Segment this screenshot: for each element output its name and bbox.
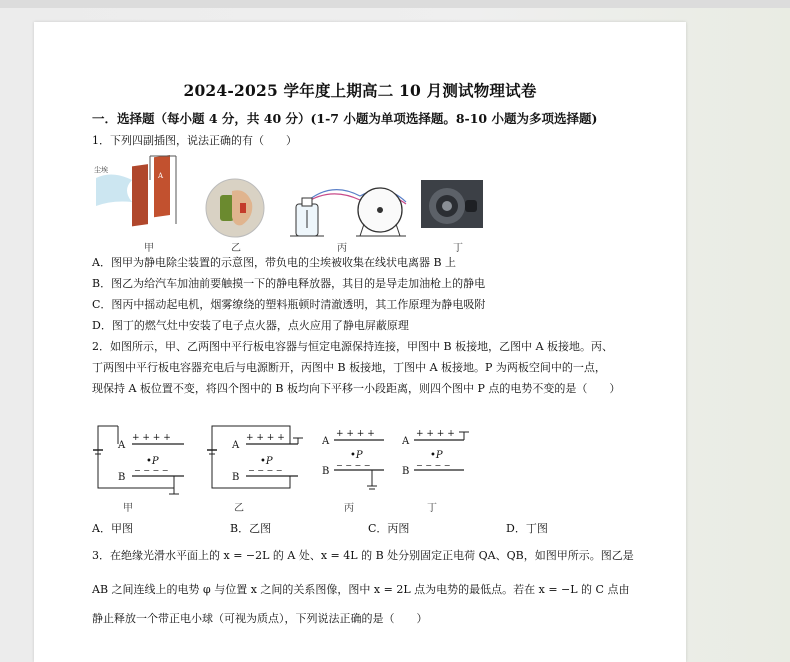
- q2-figure-label-ding: 丁: [427, 503, 437, 514]
- plate-a-charges: + + + +: [416, 429, 455, 439]
- q1-figure-label-jia: 甲: [144, 243, 154, 254]
- q1-option-c: C．图丙中摇动起电机，烟雾缭绕的塑料瓶顿时清澈透明，其工作原理为静电吸附: [92, 298, 486, 311]
- q2-figure-label-yi: 乙: [234, 503, 244, 514]
- capacitor-diagram-bing: [322, 422, 392, 496]
- plate-b-charges: − − − −: [248, 466, 283, 475]
- exam-title: 2024-2025 学年度上期高二 10 月测试物理试卷: [183, 81, 537, 100]
- plate-a-charges: + + + +: [246, 433, 285, 443]
- q1-figure-label-yi: 乙: [231, 243, 241, 254]
- document-page: [34, 22, 686, 662]
- plate-b-label: B: [402, 466, 410, 477]
- section-heading: 一．选择题（每小题 4 分，共 40 分）(1-7 小题为单项选择题。8-10 小题为多项选择题): [92, 111, 598, 126]
- point-p-label: •P: [350, 450, 363, 461]
- plate-b-charges: − − − −: [134, 466, 169, 475]
- static-discharger-photo: [204, 177, 266, 239]
- q1-figure-label-bing: 丙: [337, 243, 347, 254]
- q2-figure-label-bing: 丙: [344, 503, 354, 514]
- capacitor-diagram-yi: [206, 418, 316, 496]
- point-p-label: •P: [430, 450, 443, 461]
- q3-line-2: AB 之间连线上的电势 φ 与位置 x 之间的关系图像，图中 x = 2L 点为电势的最低点。若在 x = −L 的 C 点由: [92, 583, 630, 596]
- plate-a-label: A: [322, 436, 330, 447]
- question-1-stem: 1．下列四副插图，说法正确的有（ ）: [92, 134, 297, 147]
- plate-a-label: A: [232, 440, 240, 451]
- plate-a-label: A: [402, 436, 410, 447]
- q2-figure-label-jia: 甲: [123, 503, 133, 514]
- plate-b-label: B: [232, 472, 240, 483]
- q2-option-b: B．乙图: [230, 522, 272, 535]
- q1-figure-label-ding: 丁: [453, 243, 463, 254]
- q2-option-d: D．丁图: [506, 522, 548, 535]
- q1-option-d: D．图丁的燃气灶中安装了电子点火器，点火应用了静电屏蔽原理: [92, 319, 409, 332]
- q1-option-b: B．图乙为给汽车加油前要触摸一下的静电释放器，其目的是导走加油枪上的静电: [92, 277, 486, 290]
- q1-option-a: A．图甲为静电除尘装置的示意图，带负电的尘埃被收集在线状电离器 B 上: [92, 256, 457, 269]
- q3-line-3: 静止释放一个带正电小球（可视为质点），下列说法正确的是（ ）: [92, 612, 428, 625]
- q2-line-2: 丁两图中平行板电容器充电后与电源断开，丙图中 B 板接地，丁图中 A 板接地。P 为两板空间中的一点，: [92, 361, 606, 374]
- point-p-label: •P: [146, 456, 159, 467]
- precipitator-illustration: [92, 150, 184, 240]
- plate-b-charges: − − − −: [336, 461, 371, 470]
- plate-a-charges: + + + +: [132, 433, 171, 443]
- viewer-top-bar: [0, 0, 790, 8]
- capacitor-diagram-jia: [92, 418, 192, 496]
- plate-a-label: A: [158, 172, 164, 180]
- plate-a-charges: + + + +: [336, 429, 375, 439]
- plate-a-label: A: [118, 440, 126, 451]
- gas-stove-photo: [421, 180, 483, 228]
- plate-b-label: B: [322, 466, 330, 477]
- electrostatic-machine-illustration: [290, 174, 420, 240]
- q2-option-c: C．丙图: [368, 522, 410, 535]
- plate-b-charges: − − − −: [416, 461, 451, 470]
- plate-b-label: B: [118, 472, 126, 483]
- point-p-label: •P: [260, 456, 273, 467]
- q2-line-3: 现保持 A 板位置不变，将四个图中的 B 板均向下平移一小段距离，则四个图中 P 点的电势不变的是（ ）: [92, 382, 621, 395]
- dust-label: 尘埃: [94, 166, 108, 174]
- capacitor-diagram-ding: [402, 422, 472, 496]
- q3-line-1: 3．在绝缘光滑水平面上的 x = −2L 的 A 处、x = 4L 的 B 处分别固定正电荷 QA、QB，如图甲所示。图乙是: [92, 549, 634, 562]
- q2-line-1: 2．如图所示，甲、乙两图中平行板电容器与恒定电源保持连接，甲图中 B 板接地，乙图中 A 板接地。丙、: [92, 340, 614, 353]
- q2-option-a: A．甲图: [92, 522, 133, 535]
